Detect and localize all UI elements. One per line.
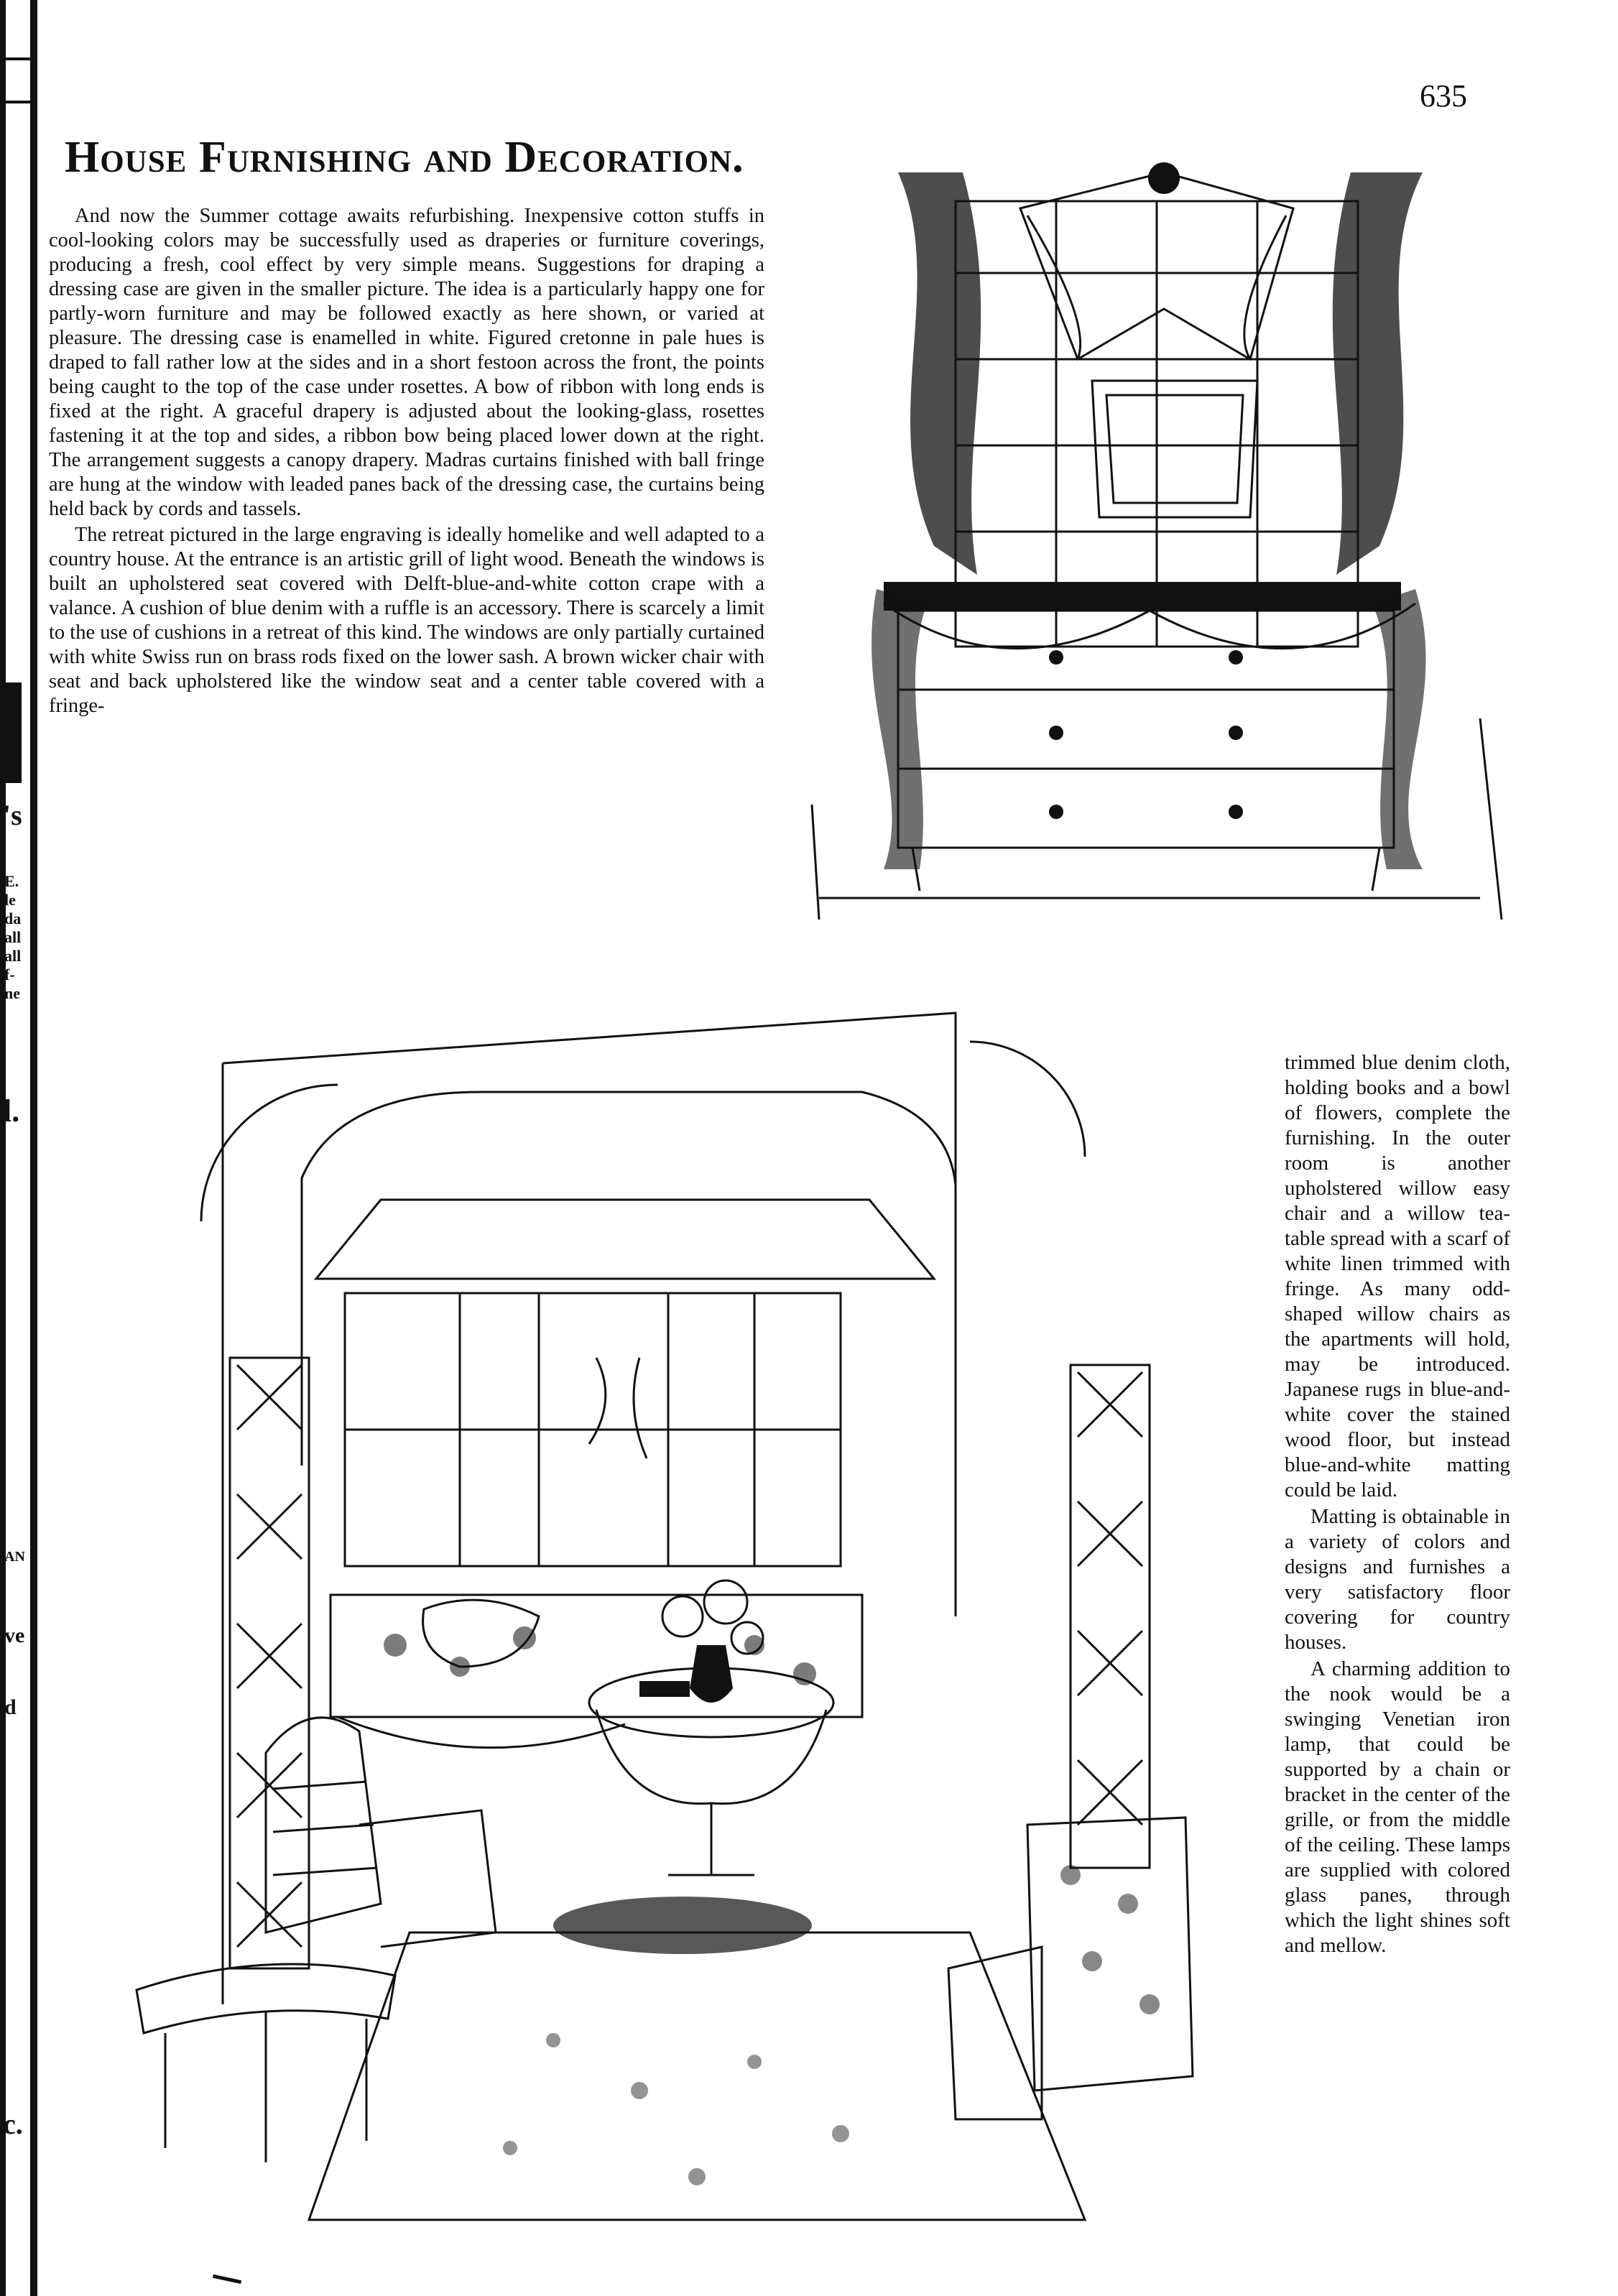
margin-rule-top-2 bbox=[0, 101, 30, 103]
article-paragraph: And now the Summer cottage awaits refurbishing. Inexpensive cotton stuffs in cool-looking colors may be successfully used as draperies or furniture coverings, producing a fresh, cool effect by very simple means. Suggestions for draping a dressing case are given in the smaller picture. The idea is a particularly happy one for partly-worn furniture and may be followed exactly as here shown, or varied at pleasure. The dressing case is enamelled in white. Figured cretonne in pale hues is draped to fall rather low at the sides and in a short festoon across the front, the points being caught to the top of the case under rosettes. A bow of ribbon with long ends is fixed at the right. A graceful drapery is adjusted about the looking-glass, rosettes fastening it at the top and sides, a ribbon bow being placed lower down at the right. The arrangement suggests a canopy drapery. Madras curtains finished with ball fringe are hung at the window with leaded panes back of the dressing case, the curtains being held back by cords and tassels. bbox=[49, 205, 764, 520]
continuation-paragraph: A charming addition to the nook would be a swinging Venetian iron lamp, that could be supported by a chain or bracket in the center of the grille, or from the middle of the ceiling. These lamps are supplied with colored glass panes, through which the light shines soft and mellow. bbox=[1285, 1657, 1510, 1957]
article-continuation bbox=[1285, 1050, 1510, 1958]
margin-fragment: E. bbox=[4, 872, 19, 890]
article-body bbox=[49, 204, 764, 718]
margin-rule-top-1 bbox=[0, 57, 30, 60]
margin-fragment: AN bbox=[4, 1549, 25, 1565]
margin-fragment: l. bbox=[3, 1093, 20, 1129]
margin-fragment: le bbox=[4, 891, 16, 909]
margin-fragment: all bbox=[4, 947, 22, 965]
margin-fragment: all bbox=[4, 928, 22, 946]
margin-fragment: c. bbox=[3, 2108, 23, 2140]
window-seat-nook-illustration bbox=[122, 999, 1250, 2263]
margin-fragment: da bbox=[4, 909, 22, 927]
margin-rule-outer bbox=[0, 0, 6, 2296]
margin-fragment: ne bbox=[4, 984, 20, 1002]
margin-fragment: 's bbox=[3, 799, 22, 831]
margin-fragment: ve bbox=[4, 1624, 25, 1647]
margin-fragment: d bbox=[4, 1695, 17, 1719]
article-headline: House Furnishing and Decoration. bbox=[65, 133, 744, 182]
page-number: 635 bbox=[1420, 78, 1467, 114]
margin-rule-inner bbox=[30, 0, 37, 2296]
stray-ink-mark bbox=[213, 2274, 241, 2284]
margin-fragment: f- bbox=[4, 966, 15, 983]
window-seat-nook-engraving-icon bbox=[122, 999, 1250, 2263]
article-paragraph: The retreat pictured in the large engraving is ideally homelike and well adapted to a country house. At the entrance is an artistic grill of light wood. Beneath the windows is built an upholstered seat covered with Delft-blue-and-white cotton crape with a valance. A cushion of blue denim with a ruffle is an accessory. There is scarcely a limit to the use of cushions in a retreat of this kind. The windows are only partially curtained with white Swiss run on brass rods fixed on the lower sash. A brown wicker chair with seat and back upholstered like the window seat and a center table covered with a fringe- bbox=[49, 524, 764, 717]
dressing-case-illustration bbox=[790, 144, 1509, 927]
margin-block bbox=[0, 682, 22, 783]
continuation-paragraph: trimmed blue denim cloth, holding books and a bowl of flowers, complete the furnishing. In the outer room is another upholstered willow easy chair and a willow tea-table spread with a scarf of white linen trimmed with fringe. As many odd-shaped willow chairs as the apartments will hold, may be introduced. Japanese rugs in blue-and-white cover the stained wood floor, but instead blue-and-white matting could be laid. bbox=[1285, 1051, 1510, 1501]
draped-dressing-case-engraving-icon bbox=[790, 144, 1509, 927]
continuation-paragraph: Matting is obtainable in a variety of colors and designs and furnishes a very satisfactory floor covering for country houses. bbox=[1285, 1505, 1510, 1654]
